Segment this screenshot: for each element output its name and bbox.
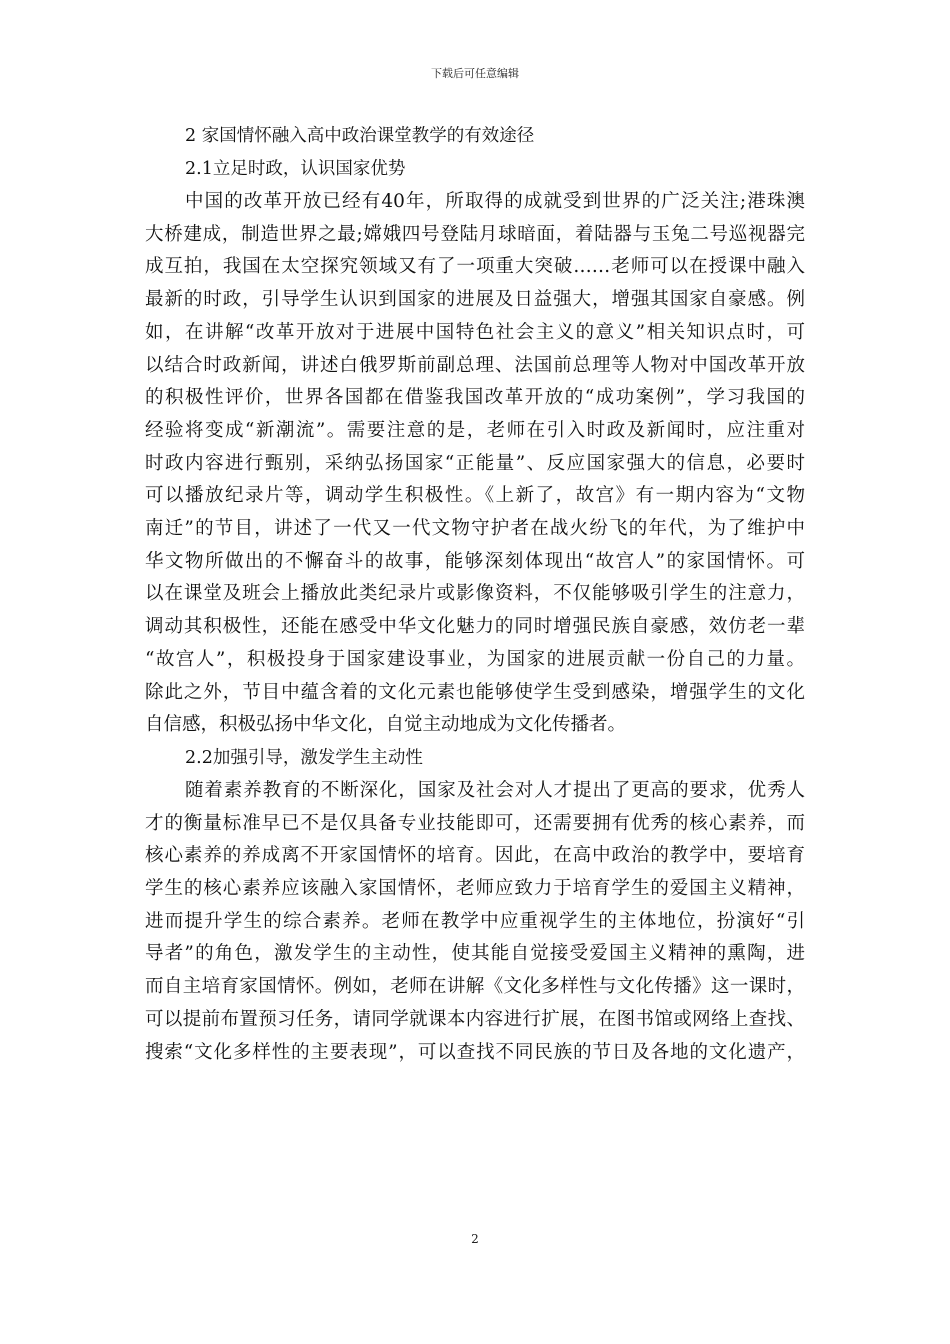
paragraph-line: 才的衡量标准早已不是仅具备专业技能即可，还需要拥有优秀的核心素养，而 bbox=[145, 812, 805, 834]
paragraph-line: 的积极性评价，世界各国都在借鉴我国改革开放的“成功案例”，学习我国的 bbox=[145, 387, 805, 409]
paragraph-line: 搜索“文化多样性的主要表现”，可以查找不同民族的节日及各地的文化遗产， bbox=[145, 1041, 805, 1063]
subsection-2-title: 2.2加强引导，激发学生主动性 bbox=[185, 747, 423, 768]
paragraph-line: 南迁”的节目，讲述了一代又一代文物守护者在战火纷飞的年代，为了维护中 bbox=[145, 518, 805, 540]
paragraph-line: 如，在讲解“改革开放对于进展中国特色社会主义的意义”相关知识点时，可 bbox=[145, 321, 805, 343]
paragraph-line: 而自主培育家国情怀。例如，老师在讲解《文化多样性与文化传播》这一课时， bbox=[145, 976, 805, 998]
paragraph-line: 最新的时政，引导学生认识到国家的进展及日益强大，增强其国家自豪感。例 bbox=[145, 289, 805, 311]
paragraph-line: 经验将变成“新潮流”。需要注意的是，老师在引入时政及新闻时，应注重对 bbox=[145, 419, 805, 441]
paragraph-line: 以结合时政新闻，讲述白俄罗斯前副总理、法国前总理等人物对中国改革开放 bbox=[145, 354, 805, 376]
document-body bbox=[145, 120, 805, 1069]
paragraph-line: 自信感，积极弘扬中华文化，自觉主动地成为文化传播者。 bbox=[145, 714, 627, 736]
paragraph-line: 可以提前布置预习任务，请同学就课本内容进行扩展，在图书馆或网络上查找、 bbox=[145, 1008, 805, 1030]
subsection-1-title: 2.1立足时政，认识国家优势 bbox=[185, 159, 406, 179]
paragraph-line: 华文物所做出的不懈奋斗的故事，能够深刻体现出“故宫人”的家国情怀。可 bbox=[145, 550, 805, 572]
paragraph-line: 成互拍，我国在太空探究领域又有了一项重大突破……老师可以在授课中融入 bbox=[145, 256, 805, 278]
paragraph-line: 调动其积极性，还能在感受中华文化魅力的同时增强民族自豪感，效仿老一辈 bbox=[145, 616, 805, 638]
paragraph-line: 进而提升学生的综合素养。老师在教学中应重视学生的主体地位，扮演好“引 bbox=[145, 910, 805, 932]
paragraph-line: 大桥建成，制造世界之最;嫦娥四号登陆月球暗面，着陆器与玉兔二号巡视器完 bbox=[145, 223, 805, 245]
paragraph-line: 除此之外，节目中蕴含着的文化元素也能够使学生受到感染，增强学生的文化 bbox=[145, 681, 805, 703]
paragraph-line: “故宫人”，积极投身于国家建设事业，为国家的进展贡献一份自己的力量。 bbox=[145, 648, 805, 670]
subsection-1-paragraph bbox=[145, 186, 805, 742]
paragraph-line: 核心素养的养成离不开家国情怀的培育。因此，在高中政治的教学中，要培育 bbox=[145, 845, 805, 867]
paragraph-line: 学生的核心素养应该融入家国情怀，老师应致力于培育学生的爱国主义精神， bbox=[145, 878, 805, 900]
section-title: 2 家国情怀融入高中政治课堂教学的有效途径 bbox=[185, 126, 535, 146]
paragraph-line: 中国的改革开放已经有40年，所取得的成就受到世界的广泛关注;港珠澳 bbox=[185, 191, 805, 212]
subsection-2-paragraph bbox=[145, 775, 805, 1069]
paragraph-line: 可以播放纪录片等，调动学生积极性。《上新了，故宫》有一期内容为“文物 bbox=[145, 485, 805, 507]
page-number: 2 bbox=[471, 1232, 479, 1246]
paragraph-line: 随着素养教育的不断深化，国家及社会对人才提出了更高的要求，优秀人 bbox=[185, 779, 805, 801]
page-header: 下载后可任意编辑 bbox=[431, 67, 519, 80]
paragraph-line: 导者”的角色，激发学生的主动性，使其能自觉接受爱国主义精神的熏陶，进 bbox=[145, 943, 805, 965]
paragraph-line: 以在课堂及班会上播放此类纪录片或影像资料，不仅能够吸引学生的注意力， bbox=[145, 583, 805, 605]
paragraph-line: 时政内容进行甄别，采纳弘扬国家“正能量”、反应国家强大的信息，必要时 bbox=[145, 452, 805, 474]
